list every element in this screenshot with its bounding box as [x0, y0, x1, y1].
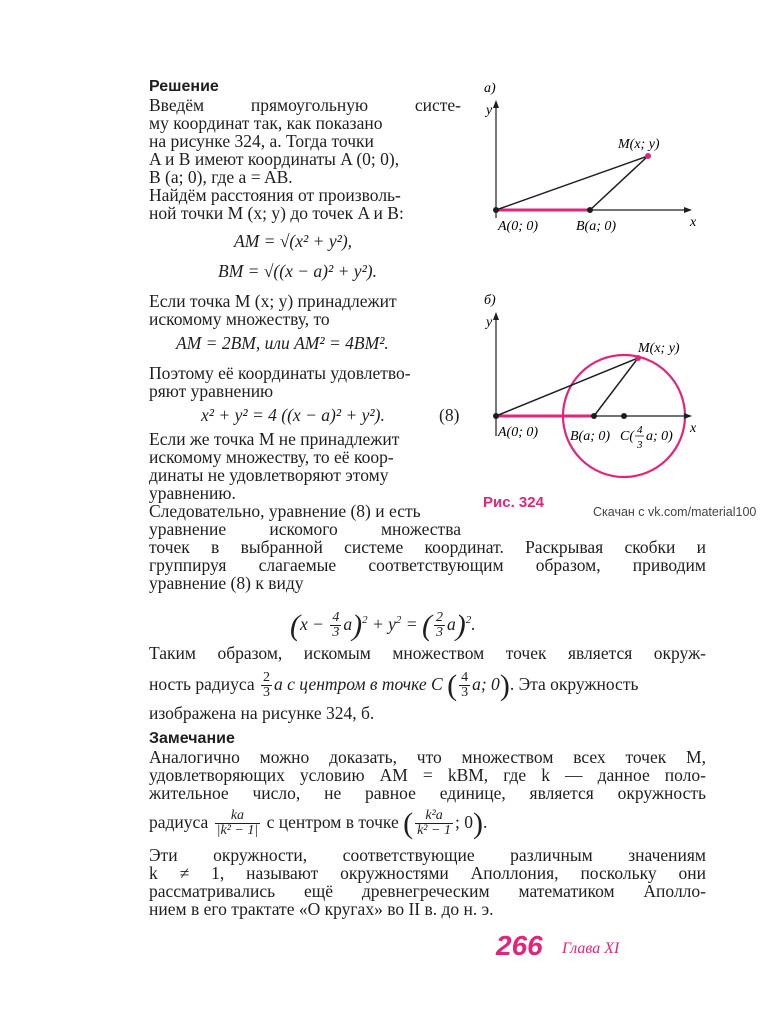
segment-bm: [590, 156, 648, 210]
circle-equation: (x − $\frac{4}{3}$ $a)^2 + y^2$ = ( $\frac{2}{3}$ a)$^2$.: [290, 608, 476, 642]
point-b-label: B(a; 0): [570, 429, 611, 444]
watermark: Скачан с vk.com/material100: [593, 505, 757, 519]
figure-a-label: а): [484, 81, 496, 96]
text-line: ряют уравнению: [149, 381, 274, 401]
text-line: Поэтому её координаты удовлетво-: [149, 363, 411, 383]
y-arrow-icon: [493, 100, 499, 108]
formula-am2: AM = 2BM, или AM² = 4BM².: [176, 333, 389, 353]
formula-bm: BM = √((x − a)² + y²).: [218, 261, 378, 281]
text-line: Аналогично можно доказать, что множеством всех точек M,: [149, 747, 706, 767]
text-line: Таким образом, искомым множеством точек является окруж-: [149, 643, 706, 663]
text-line: динаты не удовлетворяют этому: [149, 465, 389, 485]
point-a-label: A(0; 0): [498, 219, 539, 234]
x-axis-label: x: [690, 421, 697, 436]
point-a-label: A(0; 0): [498, 425, 539, 440]
equation-number: (8): [439, 405, 460, 425]
text-line: жительное число, не равное единице, является окружность: [149, 783, 706, 803]
text-line: нием в его трактате «О кругах» во II в. до н. э.: [149, 899, 494, 919]
text-line: рассматривались ещё древнегреческим математиком Аполло-: [149, 881, 706, 901]
figure-caption: Рис. 324: [483, 494, 544, 511]
remark-radius-line: радиуса $\frac{ka}{\text{|k² − 1|}}$ с центром в точке ( $\frac{\text{k²a}}{\text{k² − 1}}$ ; 0).: [149, 806, 488, 840]
text-line: Если же точка M не принадлежит: [149, 429, 400, 449]
y-arrow-icon: [493, 312, 499, 320]
solution-heading: Решение: [149, 78, 219, 95]
page-number: 266: [496, 930, 543, 961]
text-line: удовлетворяющих условию AM = kBM, где k — данное поло-: [149, 765, 706, 785]
figure-b: [478, 290, 708, 490]
radius-line: ность радиуса $\frac{2}{3}$ a с центром в точке C ( $\frac{4}{3}$ a; 0). Эта окружность: [149, 668, 639, 702]
text-line: искомому множеству, то её коор-: [149, 447, 394, 467]
text-line: Эти окружности, соответствующие различным значениям: [149, 845, 706, 865]
text-line: изображена на рисунке 324, б.: [149, 703, 375, 723]
text-line: Если точка M (x; y) принадлежит: [149, 291, 397, 311]
point-b: [587, 207, 593, 213]
point-c-end: a; 0): [646, 429, 673, 444]
text-line: A и B имеют координаты A (0; 0),: [149, 149, 400, 169]
text-line: му координат так, как показано: [149, 113, 383, 133]
text-line: Найдём расстояния от произволь-: [149, 185, 401, 205]
remark-heading: Замечание: [149, 730, 235, 747]
x-arrow-icon: [684, 207, 692, 213]
figure-b-label: б): [484, 293, 496, 308]
point-m-label: M(x; y): [618, 137, 660, 152]
formula-am: AM = √(x² + y²),: [234, 231, 353, 251]
x-arrow-icon: [684, 413, 692, 419]
y-axis-label: y: [486, 315, 493, 330]
point-c: [621, 413, 627, 419]
text-line: точек в выбранной системе координат. Раскрывая скобки и: [149, 537, 706, 557]
text-line: уравнение (8) к виду: [149, 573, 304, 593]
text-line: ной точки M (x; y) до точек A и B:: [149, 203, 404, 223]
segment-am: [496, 156, 648, 210]
point-c-label: C(: [620, 429, 634, 444]
y-axis-label: y: [486, 103, 493, 118]
text-line: k ≠ 1, называют окружностями Аполлония, поскольку они: [149, 863, 706, 883]
point-m: [645, 153, 651, 159]
point-a: [493, 413, 499, 419]
point-c-den: 3: [637, 439, 643, 451]
equation-8: x² + y² = 4 ((x − a)² + y²).: [201, 405, 385, 425]
text-line: на рисунке 324, а. Тогда точки: [149, 131, 374, 151]
text-line: группируя слагаемые соответствующим образом, приводим: [149, 555, 706, 575]
text-line: уравнение искомого множества: [149, 519, 461, 539]
figure-a: [478, 78, 708, 248]
text-line: уравнению.: [149, 483, 236, 503]
text-line: B (a; 0), где a = AB.: [149, 167, 293, 187]
chapter-label: Глава XI: [562, 940, 620, 957]
point-m-label: M(x; y): [638, 341, 680, 356]
text-line: Следовательно, уравнение (8) и есть: [149, 501, 421, 521]
point-b: [591, 413, 597, 419]
point-c-num: 4: [637, 424, 643, 436]
text-line: Введём прямоугольную систе-: [149, 95, 461, 115]
point-a: [493, 207, 499, 213]
text-line: искомому множеству, то: [149, 309, 330, 329]
point-b-label: B(a; 0): [576, 219, 617, 234]
x-axis-label: x: [690, 215, 697, 230]
